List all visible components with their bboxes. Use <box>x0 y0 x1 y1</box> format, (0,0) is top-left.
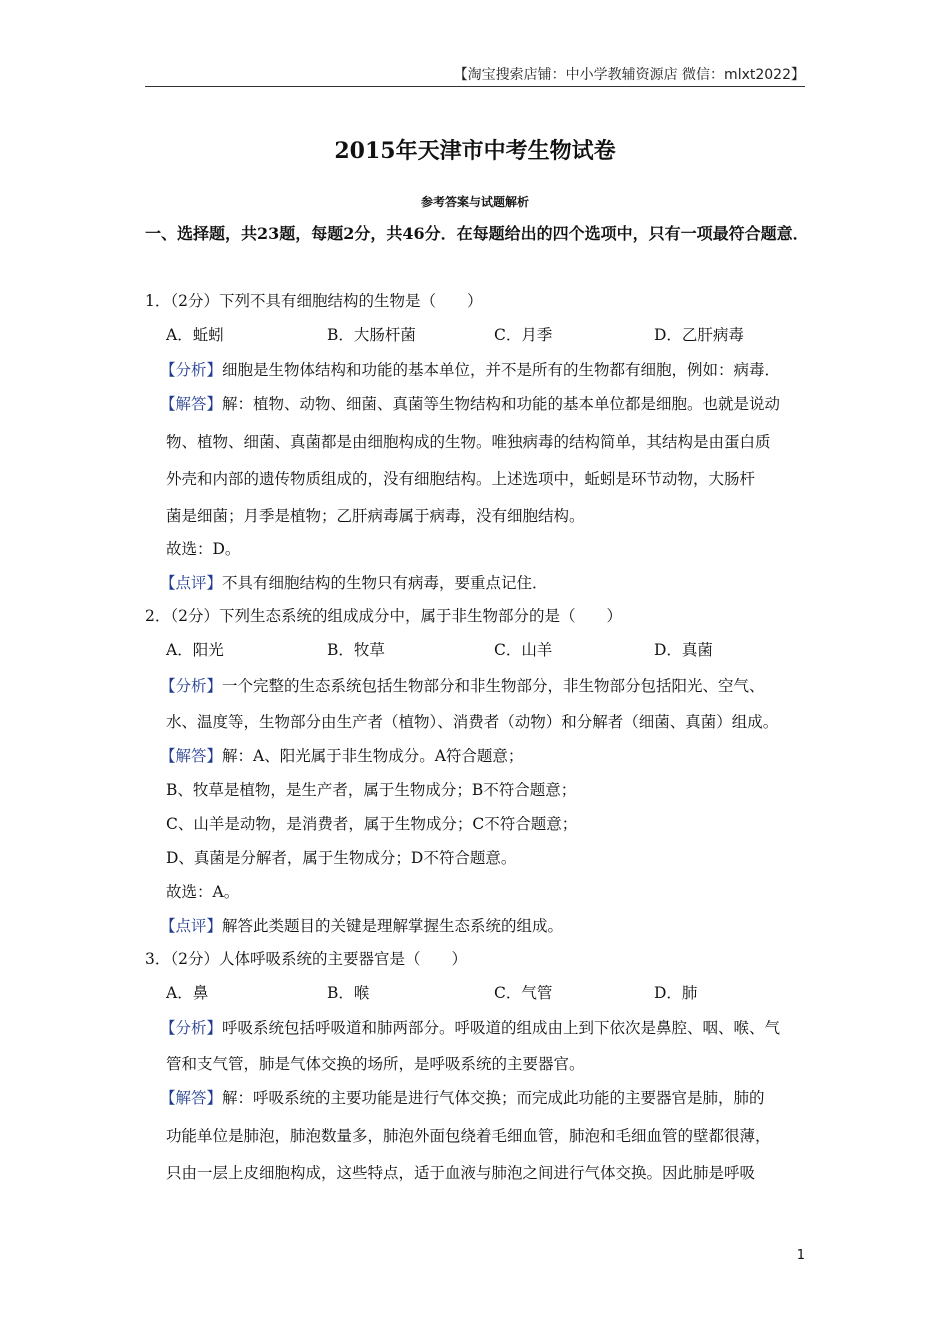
comment-text: 解答此类题目的关键是理解掌握生态系统的组成。 <box>222 917 564 935</box>
answer-text: 解：A、阳光属于非生物成分。A符合题意； <box>222 747 524 765</box>
section-heading: 一、选择题，共23题，每题2分，共46分．在每题给出的四个选项中，只有一项最符合题意． <box>145 224 809 243</box>
question-1-analysis <box>160 360 780 380</box>
question-3-answer-line-2: 功能单位是肺泡，肺泡数量多，肺泡外面包绕着毛细血管，肺泡和毛细血管的壁都很薄， <box>166 1127 771 1145</box>
analysis-text: 呼吸系统包括呼吸道和肺两部分。呼吸道的组成由上到下依次是鼻腔、咽、喉、气 <box>222 1019 781 1037</box>
question-2-answer-line-2: B、牧草是植物，是生产者，属于生物成分；B不符合题意； <box>166 781 577 799</box>
question-2-option-d: D．真菌 <box>654 641 713 659</box>
header-text: 【淘宝搜索店铺：中小学教辅资源店 微信：mlxt2022】 <box>453 67 805 83</box>
question-1-stem: 1．（2分）下列不具有细胞结构的生物是（ ） <box>145 292 483 310</box>
analysis-text: 一个完整的生态系统包括生物部分和非生物部分，非生物部分包括阳光、空气、 <box>222 677 765 695</box>
question-2-option-a: A．阳光 <box>166 641 224 659</box>
page-subtitle: 参考答案与试题解析 <box>420 195 529 209</box>
question-1-option-c: C．月季 <box>494 326 553 344</box>
page-title: 2015年天津市中考生物试卷 <box>334 138 616 164</box>
question-2-answer-line-3: C、山羊是动物，是消费者，属于生物成分；C不符合题意； <box>166 815 578 833</box>
question-3-analysis-line-1 <box>160 1018 780 1038</box>
question-1-answer-line-2: 物、植物、细菌、真菌都是由细胞构成的生物。唯独病毒的结构简单，其结构是由蛋白质 <box>166 433 771 451</box>
question-2-answer-line-4: D、真菌是分解者，属于生物成分；D不符合题意。 <box>166 849 517 867</box>
page-number: 1 <box>796 1248 805 1263</box>
question-3-option-d: D．肺 <box>654 984 698 1002</box>
analysis-tag: 【分析】 <box>160 677 223 695</box>
header-rule <box>145 86 805 87</box>
question-1-option-b: B．大肠杆菌 <box>327 326 416 344</box>
question-3-answer-line-1 <box>160 1088 765 1108</box>
question-2-analysis-line-1 <box>160 676 765 696</box>
question-3-option-b: B．喉 <box>327 984 370 1002</box>
analysis-text: 细胞是生物体结构和功能的基本单位，并不是所有的生物都有细胞，例如：病毒． <box>222 361 781 379</box>
answer-tag: 【解答】 <box>160 395 223 413</box>
question-3-stem: 3．（2分）人体呼吸系统的主要器官是（ ） <box>145 950 467 968</box>
answer-tag: 【解答】 <box>160 1089 223 1107</box>
answer-text: 解：呼吸系统的主要功能是进行气体交换；而完成此功能的主要器官是肺，肺的 <box>222 1089 765 1107</box>
question-1-answer-line-4: 菌是细菌；月季是植物；乙肝病毒属于病毒，没有细胞结构。 <box>166 507 585 525</box>
question-2-analysis-line-2: 水、温度等，生物部分由生产者（植物）、消费者（动物）和分解者（细菌、真菌）组成。 <box>166 713 779 731</box>
question-2-stem: 2．（2分）下列生态系统的组成成分中，属于非生物部分的是（ ） <box>145 607 622 625</box>
question-3-answer-line-3: 只由一层上皮细胞构成，这些特点，适于血液与肺泡之间进行气体交换。因此肺是呼吸 <box>166 1164 756 1182</box>
question-2-comment <box>160 916 563 936</box>
question-2-option-c: C．山羊 <box>494 641 553 659</box>
question-2-option-b: B．牧草 <box>327 641 385 659</box>
comment-text: 不具有细胞结构的生物只有病毒，要重点记住． <box>222 574 548 592</box>
question-3-option-a: A．鼻 <box>166 984 209 1002</box>
question-3-analysis-line-2: 管和支气管，肺是气体交换的场所，是呼吸系统的主要器官。 <box>166 1055 585 1073</box>
question-1-comment <box>160 573 548 593</box>
analysis-tag: 【分析】 <box>160 1019 223 1037</box>
question-1-option-a: A．蚯蚓 <box>166 326 224 344</box>
question-3-option-c: C．气管 <box>494 984 553 1002</box>
analysis-tag: 【分析】 <box>160 361 223 379</box>
comment-tag: 【点评】 <box>160 574 223 592</box>
question-1-answer-line-3: 外壳和内部的遗传物质组成的，没有细胞结构。上述选项中，蚯蚓是环节动物，大肠杆 <box>166 470 756 488</box>
question-1-answer-choice: 故选：D。 <box>166 540 241 558</box>
question-2-answer-choice: 故选：A。 <box>166 883 240 901</box>
question-2-answer-line-1 <box>160 746 523 766</box>
comment-tag: 【点评】 <box>160 917 223 935</box>
question-1-option-d: D．乙肝病毒 <box>654 326 744 344</box>
answer-text: 解：植物、动物、细菌、真菌等生物结构和功能的基本单位都是细胞。也就是说动 <box>222 395 781 413</box>
question-1-answer-line-1 <box>160 394 780 414</box>
answer-tag: 【解答】 <box>160 747 223 765</box>
